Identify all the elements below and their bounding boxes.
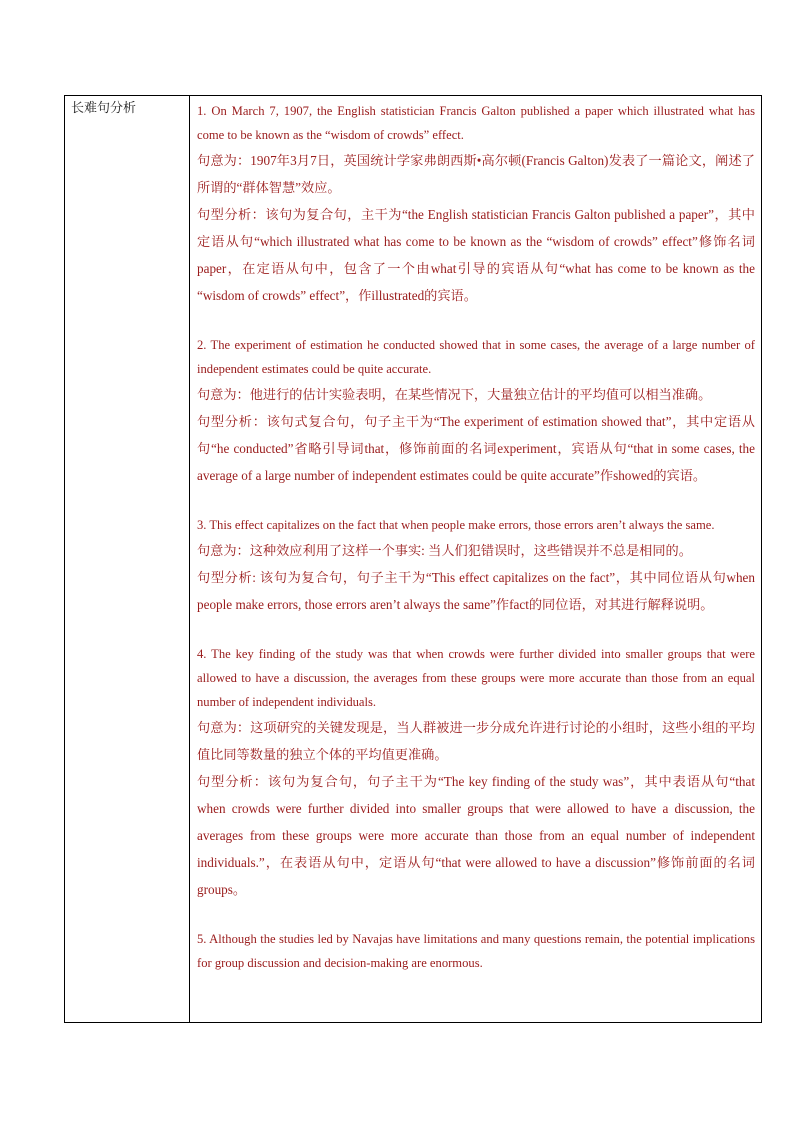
sentence-4: 4. The key finding of the study was that when crowds were further divided into smaller groups that were allowed to have a discussion, the averages from these groups were more accurate than those from an equal number of independent individuals. — [197, 647, 755, 709]
meaning-3: 句意为：这种效应利用了这样一个事实: 当人们犯错误时，这些错误并不总是相同的。 — [197, 543, 692, 558]
meaning-1: 句意为：1907年3月7日，英国统计学家弗朗西斯•高尔顿(Francis Galton)发表了一篇论文，阐述了所谓的“群体智慧”效应。 — [197, 153, 755, 195]
analysis-4: 句型分析：该句为复合句，句子主干为“The key finding of the study was”，其中表语从句“that when crowds were further divided into smaller groups that were allowed to have a discussion, the averages from these groups were more accurate than those from an equal number of independent individuals.”，在表语从句中，定语从句“that were allowed to have a discussion”修饰前面的名词groups。 — [197, 774, 755, 897]
sentence-2: 2. The experiment of estimation he conducted showed that in some cases, the average of a large number of independent estimates could be quite accurate. — [197, 338, 755, 376]
analysis-item-1 — [197, 99, 755, 309]
sentence-3: 3. This effect capitalizes on the fact that when people make errors, those errors aren’t always the same. — [197, 518, 715, 532]
analysis-1: 句型分析：该句为复合句，主干为“the English statistician Francis Galton published a paper”，其中定语从句“which illustrated what has come to be known as the “wisdom of crowds” effect”修饰名词paper，在定语从句中，包含了一个由what引导的宾语从句“what has come to be known as the “wisdom of crowds” effect”，作illustrated的宾语。 — [197, 207, 755, 303]
analysis-item-4 — [197, 642, 755, 903]
meaning-4: 句意为：这项研究的关键发现是，当人群被进一步分成允许进行讨论的小组时，这些小组的平均值比同等数量的独立个体的平均值更准确。 — [197, 720, 755, 762]
analysis-2: 句型分析：该句式复合句，句子主干为“The experiment of estimation showed that”，其中定语从句“he conducted”省略引导词that，修饰前面的名词experiment，宾语从句“that in some cases, the average of a large number of independent estimates could be quite accurate”作showed的宾语。 — [197, 414, 755, 483]
sentence-1: 1. On March 7, 1907, the English statistician Francis Galton published a paper which illustrated what has come to be known as the “wisdom of crowds” effect. — [197, 104, 755, 142]
analysis-table — [64, 95, 762, 1023]
analysis-3: 句型分析: 该句为复合句，句子主干为“This effect capitalizes on the fact”，其中同位语从句when people make errors, those errors aren’t always the same”作fact的同位语，对其进行解释说明。 — [197, 570, 755, 612]
analysis-item-2 — [197, 333, 755, 489]
analysis-item-3 — [197, 513, 755, 618]
sentence-5: 5. Although the studies led by Navajas have limitations and many questions remain, the potential implications for group discussion and decision-making are enormous. — [197, 932, 755, 970]
meaning-2: 句意为：他进行的估计实验表明，在某些情况下，大量独立估计的平均值可以相当准确。 — [197, 387, 712, 402]
row-label: 长难句分析 — [65, 96, 190, 1022]
analysis-item-5 — [197, 927, 755, 975]
content-cell — [190, 96, 761, 1022]
